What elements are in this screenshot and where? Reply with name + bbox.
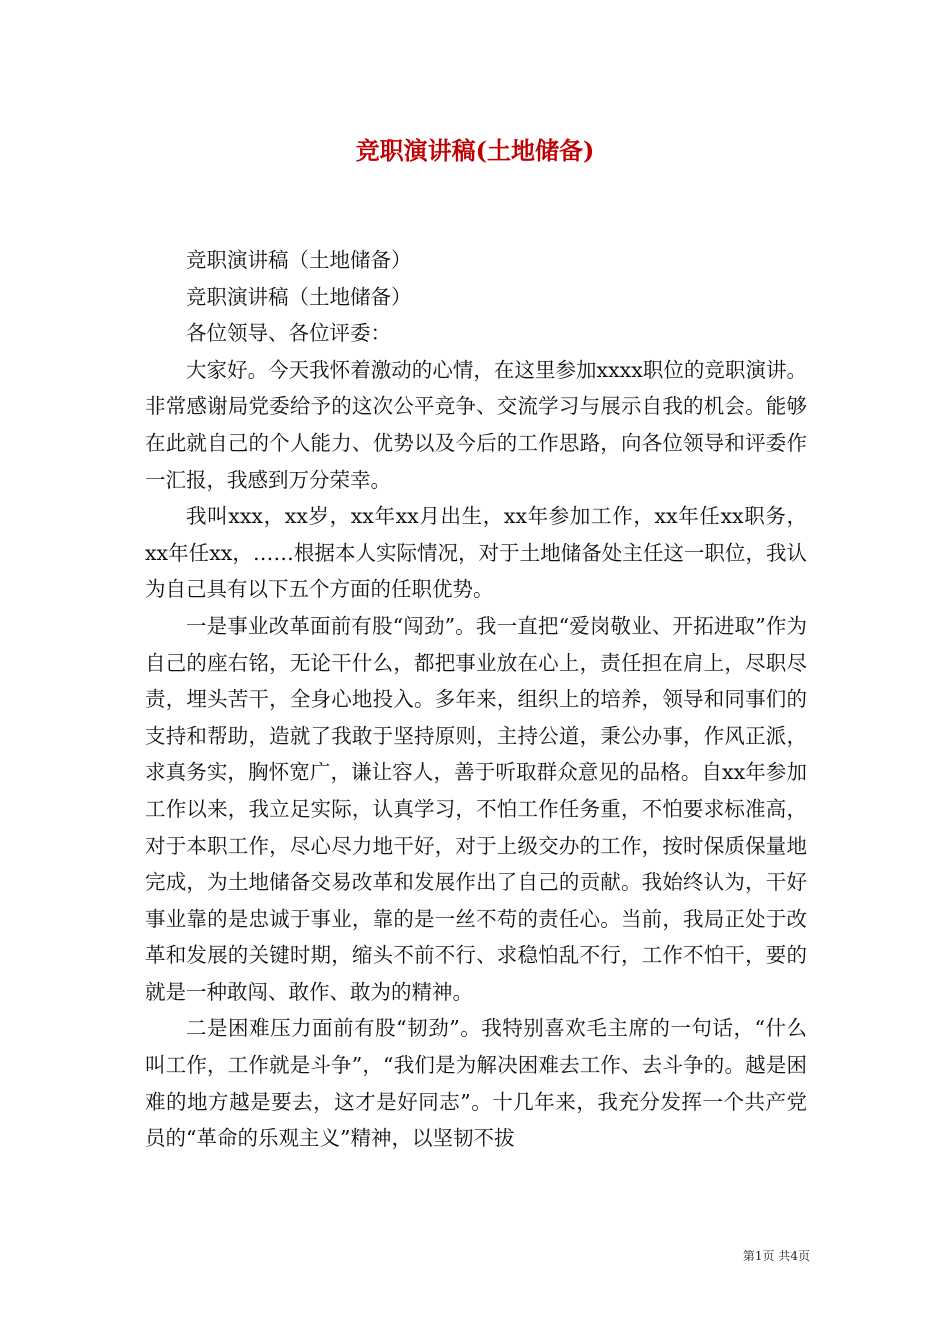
paragraph-heading-2: 竞职演讲稿（土地储备）	[186, 284, 412, 309]
page-number-footer: 第1页 共4页	[742, 1249, 810, 1263]
paragraph-point-one: 一是事业改革面前有股“闯劲”。我一直把“爱岗敬业、开拓进取”作为自己的座右铭，无论干什么，都把事业放在心上，责任担在肩上，尽职尽责，埋头苦干，全身心地投入。多年来，组织上的培养，领导和同事们的支持和帮助，造就了我敢于坚持原则，主持公道，秉公办事，作风正派，求真务实，胸怀宽广，谦让容人，善于听取群众意见的品格。自xx年参加工作以来，我立足实际，认真学习，不怕工作任务重，不怕要求标准高，对于本职工作，尽心尽力地干好，对于上级交办的工作，按时保质保量地完成，为土地储备交易改革和发展作出了自己的贡献。我始终认为，干好事业靠的是忠诚于事业，靠的是一丝不苟的责任心。当前，我局正处于改革和发展的关键时期，缩头不前不行、求稳怕乱不行，工作不怕干，要的就是一种敢闯、敢作、敢为的精神。	[145, 613, 807, 1004]
document-title: 竞职演讲稿(土地储备)	[355, 136, 595, 165]
paragraph-point-two: 二是困难压力面前有股“韧劲”。我特别喜欢毛主席的一句话，“什么叫工作，工作就是斗争”，“我们是为解决困难去工作、去斗争的。越是困难的地方越是要去，这才是好同志”。十几年来，我充分发挥一个共产党员的“革命的乐观主义”精神，以坚韧不拔	[145, 1016, 807, 1151]
document-body	[145, 242, 807, 1157]
paragraph-greeting: 大家好。今天我怀着激动的心情，在这里参加xxxx职位的竞职演讲。非常感谢局党委给予的这次公平竞争、交流学习与展示自我的机会。能够在此就自己的个人能力、优势以及今后的工作思路，向各位领导和评委作一汇报，我感到万分荣幸。	[145, 357, 807, 492]
paragraph-heading-1: 竞职演讲稿（土地储备）	[186, 248, 412, 272]
paragraph-salutation: 各位领导、各位评委：	[186, 321, 391, 346]
paragraph-self-intro: 我叫xxx，xx岁，xx年xx月出生，xx年参加工作，xx年任xx职务，xx年任xx，……根据本人实际情况，对于土地储备处主任这一职位，我认为自己具有以下五个方面的任职优势。	[145, 504, 807, 602]
